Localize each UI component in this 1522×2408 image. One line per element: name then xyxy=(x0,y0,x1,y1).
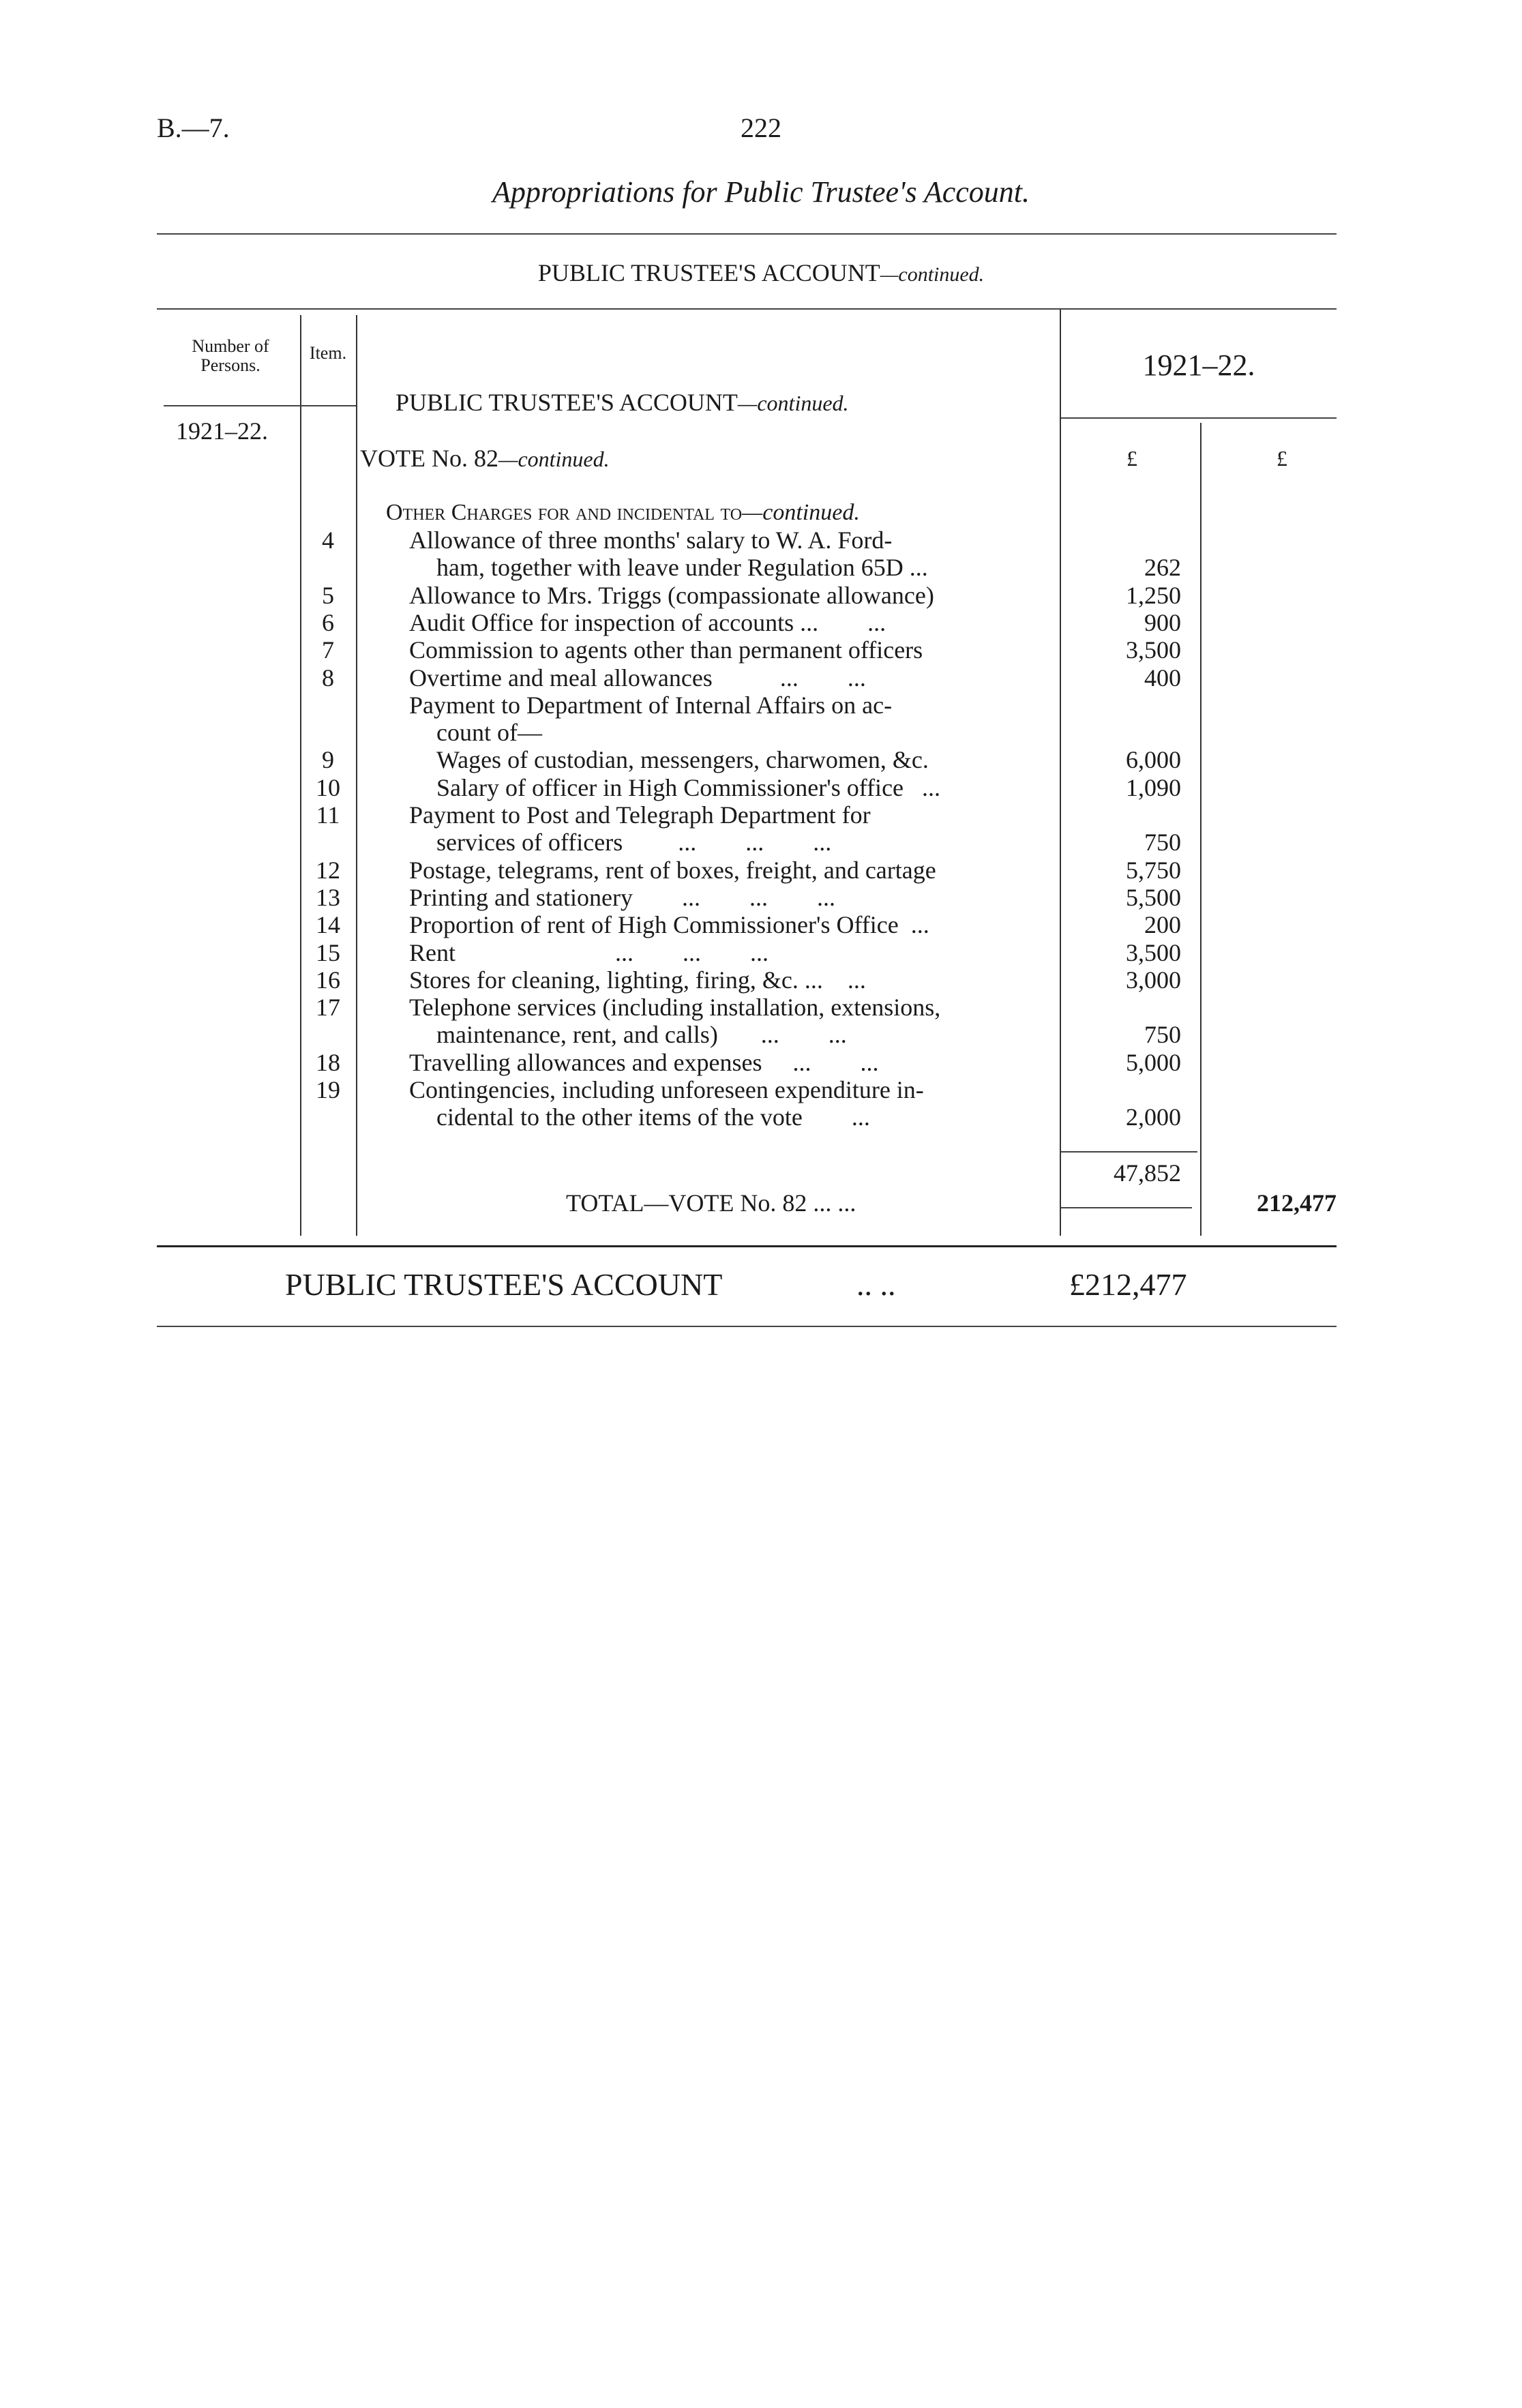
item-header: Item. xyxy=(309,343,347,363)
rule-item-description xyxy=(356,315,357,1236)
item-amount: 262 xyxy=(1144,554,1181,582)
item-amount: 5,000 xyxy=(1126,1048,1181,1076)
item-number: 14 xyxy=(316,911,340,939)
account-title-cont: —continued. xyxy=(737,391,849,415)
item-description-line: count of— xyxy=(436,719,542,747)
item-number: 8 xyxy=(322,664,334,692)
item-amount: 900 xyxy=(1144,608,1181,636)
subtotal-amount: 47,852 xyxy=(1114,1159,1181,1187)
item-amount: 5,500 xyxy=(1126,883,1181,911)
account-title-main: PUBLIC TRUSTEE'S ACCOUNT xyxy=(396,389,738,416)
item-amount: 6,000 xyxy=(1126,746,1181,774)
vote-heading xyxy=(360,445,610,473)
subtotal-rule xyxy=(1061,1151,1197,1153)
item-description-line: Printing and stationery ... ... ... xyxy=(409,883,835,911)
item-description-line: ham, together with leave under Regulation 65D ... xyxy=(436,554,928,582)
item-number: 19 xyxy=(316,1076,340,1103)
item-description-line: Proportion of rent of High Commissioner's Office ... xyxy=(409,911,929,939)
year-header-rule xyxy=(1061,417,1337,419)
item-number: 6 xyxy=(322,608,334,636)
document-reference: B.—7. xyxy=(157,113,230,143)
item-description-line: maintenance, rent, and calls) ... ... xyxy=(436,1021,847,1049)
item-number: 10 xyxy=(316,773,340,801)
section-heading-text: Other Charges for and incidental to xyxy=(386,500,743,525)
item-amount: 3,000 xyxy=(1126,966,1181,994)
summary-dots: .. .. xyxy=(856,1267,896,1302)
item-number: 17 xyxy=(316,994,340,1022)
section-heading-cont: —continued. xyxy=(742,500,860,525)
rule-amount-columns xyxy=(1200,423,1202,1236)
item-amount: 200 xyxy=(1144,911,1181,939)
item-amount: 750 xyxy=(1144,829,1181,857)
vote-cont: —continued. xyxy=(498,447,610,471)
item-description-line: Commission to agents other than permanent officers xyxy=(409,636,923,664)
item-description-line: Payment to Post and Telegraph Department for xyxy=(409,801,871,829)
item-amount: 2,000 xyxy=(1126,1103,1181,1131)
item-amount: 750 xyxy=(1144,1021,1181,1049)
item-description-line: Audit Office for inspection of accounts ... ... xyxy=(409,608,886,636)
item-number: 15 xyxy=(316,938,340,966)
total-amount: 212,477 xyxy=(1257,1189,1337,1217)
item-description-line: cidental to the other items of the vote ... xyxy=(436,1103,870,1131)
summary-label: PUBLIC TRUSTEE'S ACCOUNT xyxy=(285,1267,723,1302)
persons-header-rule xyxy=(164,405,356,406)
page-number: 222 xyxy=(741,113,781,143)
title-rule xyxy=(157,233,1337,235)
page-title: Appropriations for Public Trustee's Account. xyxy=(492,175,1030,209)
subtitle-main: PUBLIC TRUSTEE'S ACCOUNT xyxy=(537,259,880,286)
persons-year: 1921–22. xyxy=(176,417,268,445)
subtitle-cont: —continued. xyxy=(880,263,985,286)
item-description-line: Overtime and meal allowances ... ... xyxy=(409,664,866,692)
summary-bottom-rule xyxy=(157,1326,1337,1327)
item-number: 13 xyxy=(316,883,340,911)
year-header: 1921–22. xyxy=(1142,348,1255,382)
number-of-persons-header: Number of Persons. xyxy=(192,336,269,375)
item-number: 16 xyxy=(316,966,340,994)
item-amount: 1,250 xyxy=(1126,581,1181,609)
item-description-line: Payment to Department of Internal Affairs on ac- xyxy=(409,691,893,719)
item-amount: 1,090 xyxy=(1126,773,1181,801)
item-description-line: Travelling allowances and expenses ... ... xyxy=(409,1048,879,1076)
summary-amount: £212,477 xyxy=(1069,1267,1187,1302)
item-description-line: services of officers ... ... ... xyxy=(436,829,832,857)
total-rule xyxy=(1061,1207,1192,1208)
section-heading xyxy=(386,499,860,526)
section-subtitle xyxy=(341,259,1181,288)
item-number: 11 xyxy=(316,801,340,829)
item-description-line: Allowance to Mrs. Triggs (compassionate allowance) xyxy=(409,581,934,609)
item-description-line: Telephone services (including installation, extensions, xyxy=(409,994,941,1022)
item-amount: 400 xyxy=(1144,664,1181,692)
item-number: 12 xyxy=(316,856,340,884)
item-amount: 3,500 xyxy=(1126,636,1181,664)
item-number: 7 xyxy=(322,636,334,664)
item-description-line: Wages of custodian, messengers, charwomen, &c. xyxy=(436,746,929,774)
item-number: 18 xyxy=(316,1048,340,1076)
item-description-line: Salary of officer in High Commissioner's office ... xyxy=(436,773,941,801)
item-description-line: Rent ... ... ... xyxy=(409,938,769,966)
item-description-line: Postage, telegrams, rent of boxes, freight, and cartage xyxy=(409,856,936,884)
item-number: 5 xyxy=(322,581,334,609)
total-label: TOTAL—VOTE No. 82 ... ... xyxy=(566,1189,856,1217)
account-title xyxy=(396,389,849,417)
item-amount: 5,750 xyxy=(1126,856,1181,884)
item-amount: 3,500 xyxy=(1126,938,1181,966)
item-description-line: Allowance of three months' salary to W. A. Ford- xyxy=(409,526,893,554)
item-number: 9 xyxy=(322,746,334,774)
item-description-line: Stores for cleaning, lighting, firing, &c. ... ... xyxy=(409,966,866,994)
pound-sign-total: £ xyxy=(1277,446,1287,471)
pound-sign-items: £ xyxy=(1126,446,1137,471)
item-number: 4 xyxy=(322,526,334,554)
table-top-rule xyxy=(157,308,1337,310)
table-bottom-rule xyxy=(157,1245,1337,1247)
item-description-line: Contingencies, including unforeseen expenditure in- xyxy=(409,1076,924,1103)
vote-number: VOTE No. 82 xyxy=(360,445,498,472)
